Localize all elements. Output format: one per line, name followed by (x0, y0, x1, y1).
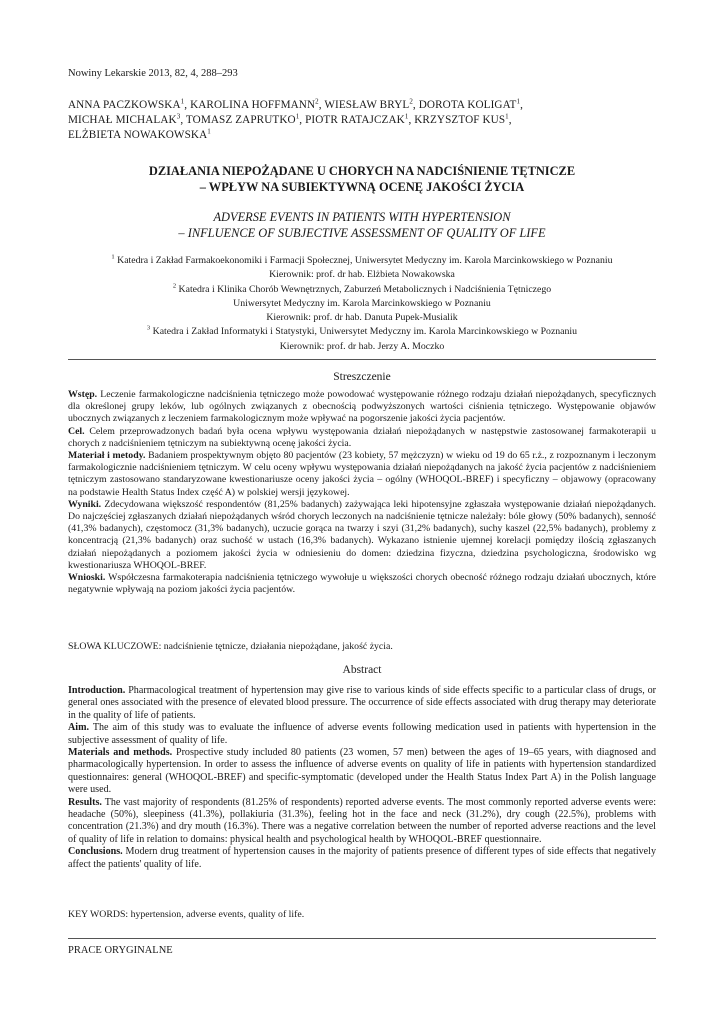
title-polish: DZIAŁANIA NIEPOŻĄDANE U CHORYCH NA NADCIŚNIENIE TĘTNICZE – WPŁYW NA SUBIEKTYWNĄ OCENĘ JAKOŚCI ŻYCIA (148, 164, 576, 194)
journal-citation: Nowiny Lekarskie 2013, 82, 4, 288–293 (68, 68, 238, 79)
affiliation-line: Kierownik: prof. dr hab. Jerzy A. Moczko (279, 340, 445, 352)
streszczenie-body (68, 389, 656, 596)
affiliation-line: $^1$ Katedra i Zakład Farmakoekonomiki i Farmacji Społecznej, Uniwersytet Medyczny im. Karola Marcinkowskiego w Poznaniu (111, 253, 613, 266)
abstract-paragraph: Wstęp. Leczenie farmakologiczne nadciśnienia tętniczego może powodować występowanie różnego rodzaju działań niepożądanych, specyficznych dla określonej grupy leków, lub ogólnych związanych z obecnością podwyższonych wartości ciśnienia tętniczego. Występowanie objawów ubocznych związanych z leczeniem farmakologicznym może wpływać na pogorszenie jakości życia pacjentów. (68, 389, 656, 425)
author: ANNA PACZKOWSKA$^1$, (68, 97, 191, 111)
title-english: ADVERSE EVENTS IN PATIENTS WITH HYPERTENSION – INFLUENCE OF SUBJECTIVE ASSESSMENT OF QUALITY OF LIFE (178, 210, 546, 240)
author: WIESŁAW BRYL$^2$, (324, 97, 419, 111)
keywords-english: KEY WORDS: hypertension, adverse events, quality of life. (68, 909, 305, 920)
abstract-paragraph: Conclusions. Modern drug treatment of hypertension causes in the majority of patients presence of different types of side effects that negatively affect the patients' quality of life. (68, 846, 656, 870)
author: PIOTR RATAJCZAK$^1$, (305, 112, 415, 126)
abstract-paragraph: Cel. Celem przeprowadzonych badań była ocena wpływu występowania działań niepożądanych w następstwie zastosowanej farmakoterapii u chorych z nadciśnieniem tętniczym na subiektywną ocenę jakości życia. (68, 425, 656, 449)
author: DOROTA KOLIGAT$^1$, (418, 97, 523, 111)
abstract-paragraph: Aim. The aim of this study was to evaluate the influence of adverse events following medication used in patients with hypertension in the subjective assessment of quality of life. (68, 722, 657, 746)
author: KAROLINA HOFFMANN$^2$, (190, 97, 325, 111)
author: ELŻBIETA NOWAKOWSKA$^1$ (68, 127, 211, 141)
affiliations (68, 254, 656, 354)
abstract-paragraph: Wnioski. Współczesna farmakoterapia nadciśnienia tętniczego wywołuje u większości chorych obecność różnego rodzaju działań ubocznych, które negatywnie wpływają na poziom jakości życia pacjentów. (68, 572, 656, 596)
affiliation-line: Kierownik: prof. dr hab. Danuta Pupek-Musialik (266, 312, 458, 324)
author: MICHAŁ MICHALAK$^3$, (68, 112, 186, 126)
affiliation-line: $^2$ Katedra i Klinika Chorób Wewnętrznych, Zaburzeń Metabolicznych i Nadciśnienia Tętniczego (172, 282, 552, 295)
affiliation-line: $^3$ Katedra i Zakład Informatyki i Statystyki, Uniwersytet Medyczny im. Karola Marcinkowskiego w Poznaniu (146, 325, 578, 338)
abstract-paragraph: Introduction. Pharmacological treatment of hypertension may give rise to various kinds of side effects specific to a particular class of drugs, or general ones associated with the presence of elevated blood pressure. The occurrence of side effects associated with drug therapy may deteriorate in the quality of life of patients. (68, 685, 656, 721)
keywords-polish: SŁOWA KLUCZOWE: nadciśnienie tętnicze, działania niepożądane, jakość życia. (68, 641, 393, 652)
abstract-paragraph: Materials and methods. Prospective study included 80 patients (23 women, 57 men) between the ages of 19–65 years, with diagnosed and pharmacologically hypertension. In order to assess the influence of adverse events on quality of life in patients with hypertension standardized questionnaires: general (WHOQOL-BREF) and specific-symptomatic (developed under the Health Status Index Part A) in the Polish language were used. (68, 747, 656, 796)
abstract-heading: Abstract (342, 664, 382, 676)
abstract-paragraph: Wyniki. Zdecydowana większość respondentów (81,25% badanych) zażywająca leki hipotensyjne zgłaszała występowanie działań niepożądanych. Do najczęściej zgłaszanych działań niepożądanych wśród chorych leczonych na nadciśnienie tętnicze należały: bóle głowy (50% badanych), senność (41,3% badanych), częstomocz (31,3% badanych), uczucie gorąca na twarzy i szyi (31,2% badanych), suchy kaszel (22,5% badanych), problemy z koncentracją (21,3% badanych) oraz suchość w ustach (16,3% badanych). Wykazano istnienie ujemnej korelacji pomiędzy ilością zgłaszanych działań niepożądanych a poziomem jakości życia w odniesieniu do domen: dziedzina fizyczna, dziedzina psychologiczna, środowisko wg kwestionariusza WHOQOL-BREF. (68, 498, 656, 571)
divider (68, 938, 656, 939)
author-list (68, 98, 656, 143)
author: TOMASZ ZAPRUTKO$^1$, (185, 112, 306, 126)
affiliation-line: Kierownik: prof. dr hab. Elżbieta Nowakowska (269, 269, 455, 281)
author: KRZYSZTOF KUS$^1$, (414, 112, 512, 126)
divider (68, 359, 656, 360)
section-label: PRACE ORYGINALNE (68, 945, 173, 956)
abstract-paragraph: Results. The vast majority of respondents (81.25% of respondents) reported adverse events. The most commonly reported adverse events were: headache (50%), sleepiness (41.3%), pollakiuria (31.3%), feeling hot in the face and neck (31.2%), dry cough (22.5%), problems with concentration (21.3%) and dry mouth (16.3%). There was a negative correlation between the number of reported adverse reactions and the level of quality of life in relation to domains: physical health and psychological health by WHOQOL-BREF questionnaire. (68, 796, 656, 845)
affiliation-line: Uniwersytet Medyczny im. Karola Marcinkowskiego w Poznaniu (233, 297, 491, 309)
abstract-paragraph: Materiał i metody. Badaniem prospektywnym objęto 80 pacjentów (23 kobiety, 57 mężczyzn) w wieku od 19 do 65 r.ż., z rozpoznanym i leczonym farmakologicznie nadciśnieniem tętniczym. W celu oceny wpływu występowania działań niepożądanych na jakość życia pacjentów z nadciśnieniem tętniczym zastosowano standaryzowane kwestionariusze oceny jakości życia – ogólny (WHOQOL-BREF) i specyficzny – objawowy (opracowany na podstawie Health Status Index część A) w polskiej wersji językowej. (68, 450, 656, 498)
abstract-body (68, 685, 656, 871)
streszczenie-heading: Streszczenie (333, 371, 391, 383)
